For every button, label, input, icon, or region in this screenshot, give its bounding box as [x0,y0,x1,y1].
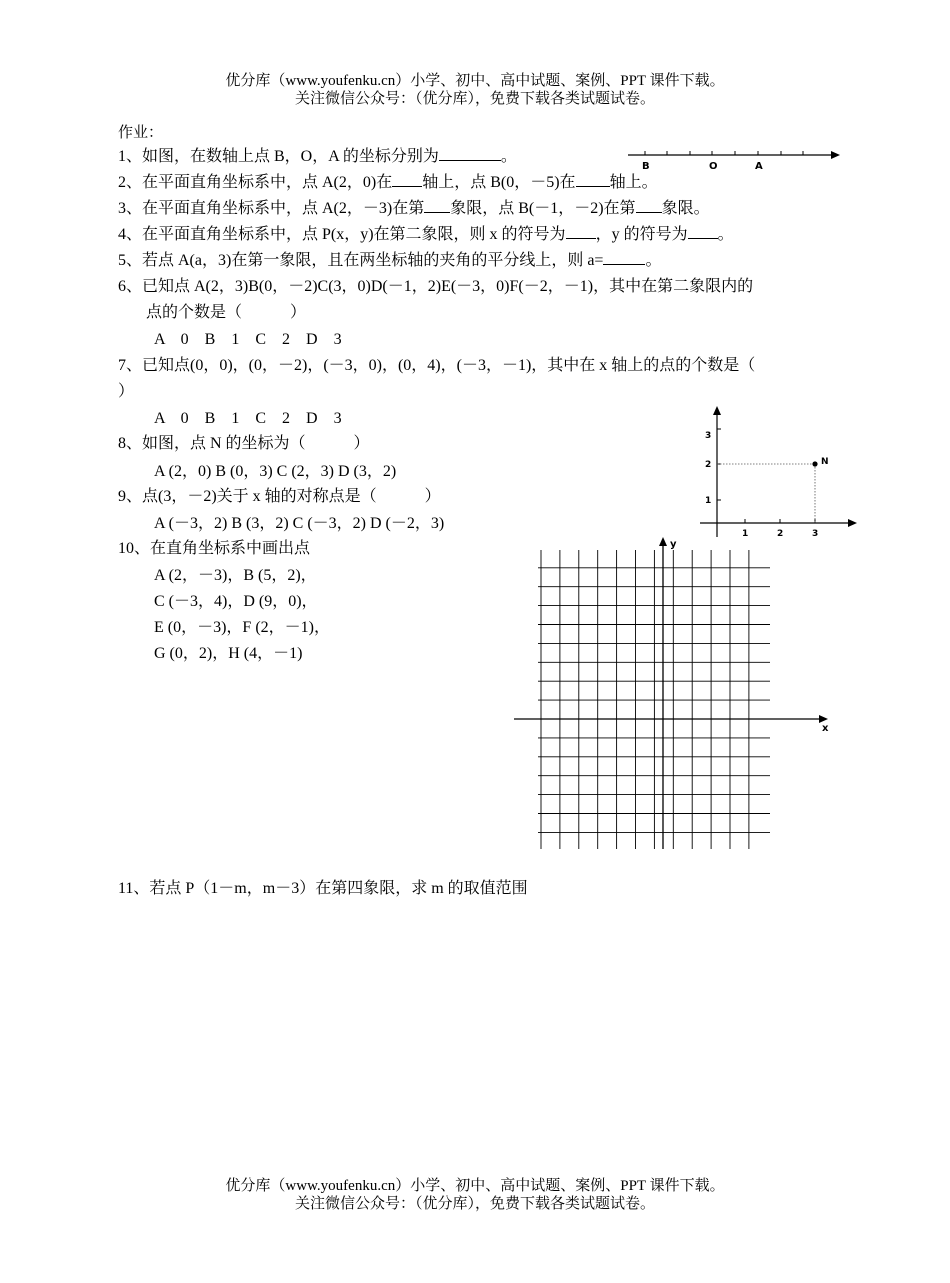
question-2-text-b: 轴上，点 B(0，－5)在 [422,174,576,191]
question-4 [118,224,734,246]
question-2 [118,172,658,194]
graph-y-tick-label: 1 [705,496,712,506]
question-2-text-a: 2、在平面直角坐标系中，点 A(2，0)在 [118,174,393,191]
question-5-text: 5、若点 A(a，3)在第一象限，且在两坐标轴的夹角的平分线上，则 a= [118,252,604,269]
question-10-point-line: G (0，2)，H (4，－1) [154,645,303,662]
answer-blank [424,198,450,213]
question-9-stem: 9、点(3，－2)关于 x 轴的对称点是（ ） [118,488,441,505]
question-4-text-a: 4、在平面直角坐标系中，点 P(x，y)在第二象限，则 x 的符号为 [118,226,566,243]
coordinate-grid [510,533,840,851]
question-3-text-b: 象限，点 B(－1，－2)在第 [450,200,636,217]
graph-x-tick-label: 3 [812,529,819,539]
question-8-options: A (2，0) B (0，3) C (2，3) D (3，2) [154,463,397,480]
graph-y-arrow [713,406,721,415]
answer-blank [392,172,422,187]
answer-blank [603,250,645,265]
grid-lines [538,550,770,849]
graph-y-tick-label: 3 [705,431,712,441]
number-line-label-b: B [642,161,650,172]
graph-ticks [717,429,815,523]
question-10-stem: 10、在直角坐标系中画出点 [118,540,311,557]
question-3 [118,198,710,220]
question-2-text-c: 轴上。 [609,174,658,191]
question-6-options: A 0 B 1 C 2 D 3 [154,331,342,348]
graph-x-arrow [848,519,857,527]
question-5-end: 。 [645,252,662,269]
question-1-text: 1、如图，在数轴上点 B，O，A 的坐标分别为 [118,148,439,165]
graph-y-tick-label: 2 [705,460,712,470]
question-4-text-c: 。 [717,226,734,243]
answer-blank [439,146,501,161]
question-7-line-2: ） [118,383,135,400]
grid-x-label: x [822,723,829,734]
number-line-figure [624,144,844,174]
question-6-line-2: 点的个数是（ ） [146,304,307,321]
question-1 [118,146,517,168]
answer-blank [576,172,610,187]
grid-x-arrow [819,715,828,723]
question-3-text-a: 3、在平面直角坐标系中，点 A(2，－3)在第 [118,200,425,217]
question-4-text-b: ，y 的符号为 [595,226,688,243]
header-line-2: 关注微信公众号：（优分库），免费下载各类试题试卷。 [294,91,655,107]
answer-blank [688,224,718,239]
point-n-dot [812,461,817,466]
question-3-text-c: 象限。 [661,200,710,217]
question-6-line-1: 6、已知点 A(2，3)B(0，－2)C(3，0)D(－1，2)E(－3，0)F(－2，－1)，其中在第二象限内的 [118,278,754,295]
question-10-point-line: C (－3，4)，D (9，0)， [154,593,318,610]
homework-title: 作业： [118,123,164,141]
answer-blank [636,198,662,213]
question-1-end: 。 [500,148,517,165]
answer-blank [566,224,596,239]
footer-line-2: 关注微信公众号：（优分库），免费下载各类试题试卷。 [294,1196,655,1212]
question-7-line-1: 7、已知点(0，0)，(0，－2)，(－3，0)，(0，4)，(－3，－1)，其中在 x 轴上的点的个数是（ [118,357,756,374]
question-10-point-line: E (0，－3)，F (2，－1)， [154,619,330,636]
question-10-point-line: A (2，－3)，B (5，2)， [154,567,317,584]
graph-x-tick-label: 2 [777,529,784,539]
number-line-label-o: O [709,161,718,172]
question-11: 11、若点 P（1－m，m－3）在第四象限，求 m 的取值范围 [118,880,528,897]
point-n-graph [698,402,863,542]
question-7-options: A 0 B 1 C 2 D 3 [154,410,342,427]
question-9-options: A (－3，2) B (3，2) C (－3，2) D (－2，3) [154,515,445,532]
footer-line-1: 优分库（www.youfenku.cn）小学、初中、高中试题、案例、PPT 课件下载。 [225,1178,725,1194]
grid-y-label: y [670,539,677,550]
graph-x-tick-label: 1 [742,529,749,539]
point-n-label: N [821,457,829,467]
number-line-label-a: A [755,161,763,172]
number-line-arrow [831,151,840,159]
question-8-stem: 8、如图，点 N 的坐标为（ ） [118,435,370,452]
grid-y-arrow [659,537,667,546]
header-line-1: 优分库（www.youfenku.cn）小学、初中、高中试题、案例、PPT 课件下载。 [225,73,725,89]
question-5 [118,250,661,272]
